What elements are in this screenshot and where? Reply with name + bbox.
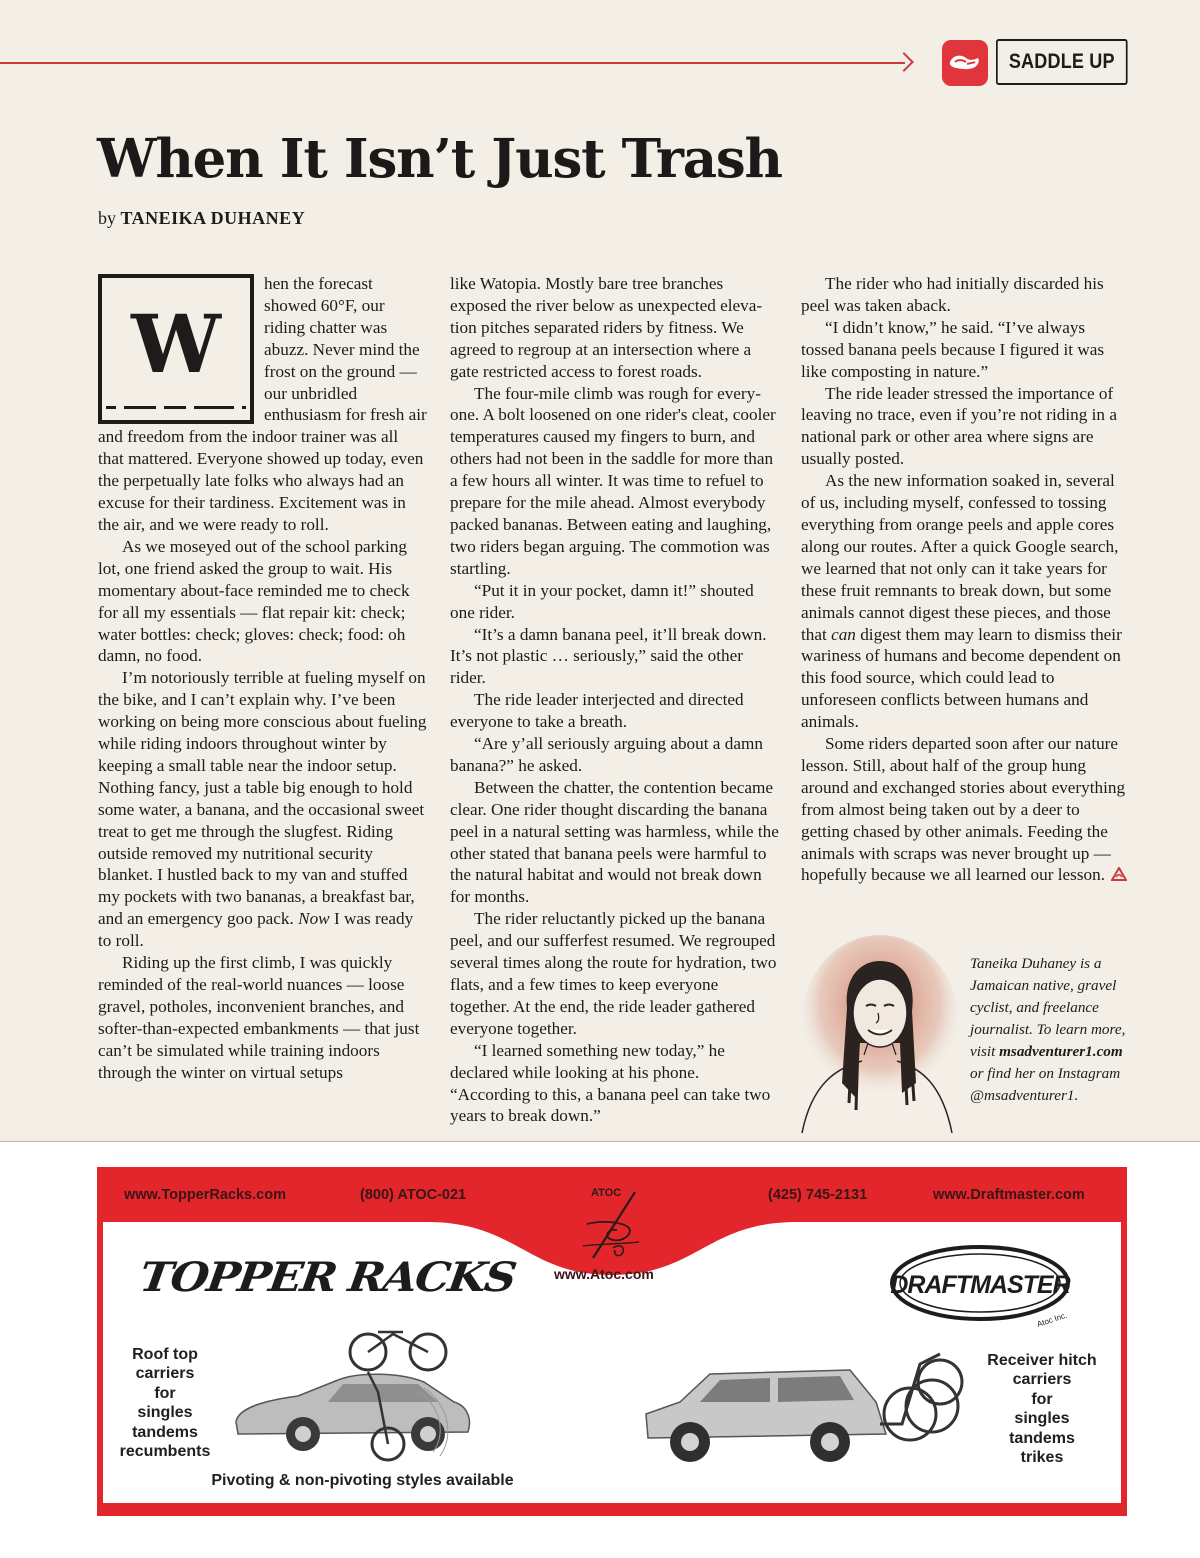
- roof-rack-description: Roof top carriers for singles tandems recumbents: [119, 1346, 211, 1461]
- author-portrait: [792, 933, 962, 1143]
- article-column-2: [450, 273, 780, 1127]
- bio-text: or find her on Instagram @msadventurer1.: [970, 1065, 1121, 1104]
- article-column-3: [801, 273, 1131, 886]
- paragraph: I’m notoriously terrible at fueling myself on the bike, and I can’t explain why. I’ve been working on being more conscious about fueling while riding indoors throughout winter by keeping a small table near the indoor setup. Nothing fancy, just a table big enough to hold some water, a banana, and the occasional sweet treat to get me through the slugfest. Riding outside removed my nutritional security blanket. I hustled back to my van and stuffed my pockets with two bananas, a breakfast bar, and an emergency goo pack. Now I was ready to roll.: [98, 668, 427, 951]
- paragraph: like Watopia. Mostly bare tree branches exposed the river below as unexpected elevation pitches separated riders by fitness. We agreed to regroup at an intersection where a gate restricted access to forest roads.: [450, 274, 763, 381]
- section-badge: SADDLE UP: [996, 39, 1128, 85]
- author-name: TANEIKA DUHANEY: [120, 208, 306, 228]
- paragraph: The rider who had initially discarded his peel was taken aback.: [801, 274, 1104, 315]
- atoc-label: ATOC: [591, 1187, 622, 1199]
- arrow-icon: [894, 52, 914, 72]
- paragraph: hen the forecast showed 60°F, our riding chatter was abuzz. Never mind the frost on the ground — our unbridled enthusiasm for fresh air and freedom from the indoor trainer was all that mattered. Everyone showed up today, even the perpetually late folks who always had an excuse for their tardiness. Excitement was in the air, and we were ready to roll.: [98, 274, 427, 534]
- svg-text:DRAFTMASTER: DRAFTMASTER: [890, 1271, 1070, 1299]
- byline: [98, 208, 305, 229]
- svg-text:Atoc Inc.: Atoc Inc.: [1035, 1310, 1069, 1329]
- paragraph: As the new information soaked in, several of us, including myself, confessed to tossing everything from orange peels and apple cores along our routes. After a quick Google search, we learned that not only can it take years for these fruit remnants to break down, but some animals cannot digest these pieces, and those that can digest them may learn to dismiss their wariness of humans and become dependent on this food source, which could lead to unforeseen conflicts between humans and animals.: [801, 471, 1122, 732]
- paragraph: “It’s a damn banana peel, it’ll break down. It’s not plastic … seriously,” said the other rider.: [450, 624, 767, 688]
- topper-racks-logo: TOPPER RACKS: [136, 1254, 518, 1301]
- article-column-1: [98, 273, 428, 1084]
- paragraph: Riding up the first climb, I was quickly reminded of the real-world nuances — loose gravel, potholes, inconvenient branches, and softer-than-expected embankments — that just can’t be simulated while training indoors through the winter on virtual setups: [98, 953, 420, 1082]
- bio-text: Taneika Duhaney is a Jamaican native, gravel cyclist, and freelance journalist. To learn more, visit: [970, 955, 1126, 1060]
- end-mark-icon: [1111, 867, 1127, 881]
- paragraph: “I learned something new today,” he declared while looking at his phone. “According to this, a banana peel can take two years to break down.”: [450, 1040, 771, 1126]
- saddle-logo-icon: [942, 40, 988, 86]
- paragraph: As we moseyed out of the school parking lot, one friend asked the group to wait. His momentary about-face reminded me to check for all my essentials — flat repair kit: check; water bottles: check; gloves: check; food: oh damn, no food.: [98, 536, 410, 666]
- paragraph: The ride leader interjected and directed everyone to take a breath.: [450, 690, 744, 732]
- paragraph: “I didn’t know,” he said. “I’ve always tossed banana peels because I figured it was like composting in nature.”: [801, 317, 1105, 381]
- phone-number: (800) ATOC-021: [360, 1187, 467, 1203]
- paragraph: “Put it in your pocket, damn it!” shouted one rider.: [450, 580, 754, 622]
- paragraph: “Are y’all seriously arguing about a damn banana?” he asked.: [450, 734, 763, 775]
- suv-with-hitch-rack-image: [640, 1344, 970, 1474]
- author-bio: [970, 953, 1140, 1107]
- atoc-logo: [573, 1184, 649, 1262]
- pivot-styles-caption: Pivoting & non-pivoting styles available: [211, 1472, 514, 1489]
- atoc-url-link[interactable]: www.Atoc.com: [554, 1266, 654, 1282]
- paragraph: Between the chatter, the contention became clear. One rider thought discarding the banana peel in a natural setting was harmless, while the other stated that banana peels were harmful to the natural habitat and would not break down for months.: [450, 777, 779, 907]
- draftmaster-logo: [888, 1243, 1073, 1329]
- hitch-rack-description: Receiver hitch carriers for singles tandems trikes: [987, 1352, 1097, 1467]
- byline-prefix: by: [98, 208, 116, 228]
- paragraph: The ride leader stressed the importance of leaving no trace, even if you’re not riding in a national park or other area where signs are usually posted.: [801, 383, 1117, 469]
- drop-cap-letter: W: [131, 297, 221, 391]
- sedan-with-roof-rack-image: [228, 1322, 474, 1470]
- drop-cap-base: [106, 406, 246, 416]
- topper-url-link[interactable]: www.TopperRacks.com: [124, 1187, 286, 1203]
- author-website-link[interactable]: msadventurer1.com: [999, 1043, 1123, 1060]
- article-title: When It Isn’t Just Trash: [97, 128, 782, 190]
- paragraph: The rider reluctantly picked up the banana peel, and our sufferfest resumed. We regrouped several times along the route for hydration, two flats, and a few times to keep everyone together. At the end, the ride leader gathered everyone together.: [450, 909, 777, 1038]
- header-rule: [0, 62, 905, 64]
- drop-cap-box: [98, 274, 254, 424]
- paragraph: Some riders departed soon after our nature lesson. Still, about half of the group hung around and exchanged stories about everything from almost being taken out by a deer to getting chased by other animals. Feeding the animals with scraps was never brought up — hopefully because we all learned our lesson.: [801, 734, 1126, 885]
- phone-number: (425) 745-2131: [768, 1187, 868, 1203]
- draftmaster-url-link[interactable]: www.Draftmaster.com: [933, 1187, 1085, 1203]
- paragraph: The four-mile climb was rough for everyone. A bolt loosened on one rider's cleat, cooler temperatures caused my fingers to burn, and others had not been in the saddle for more than a few hours all winter. It was time to refuel to prepare for the mile ahead. Almost everybody packed bananas. Between eating and laughing, two riders began arguing. The commotion was startling.: [450, 383, 776, 578]
